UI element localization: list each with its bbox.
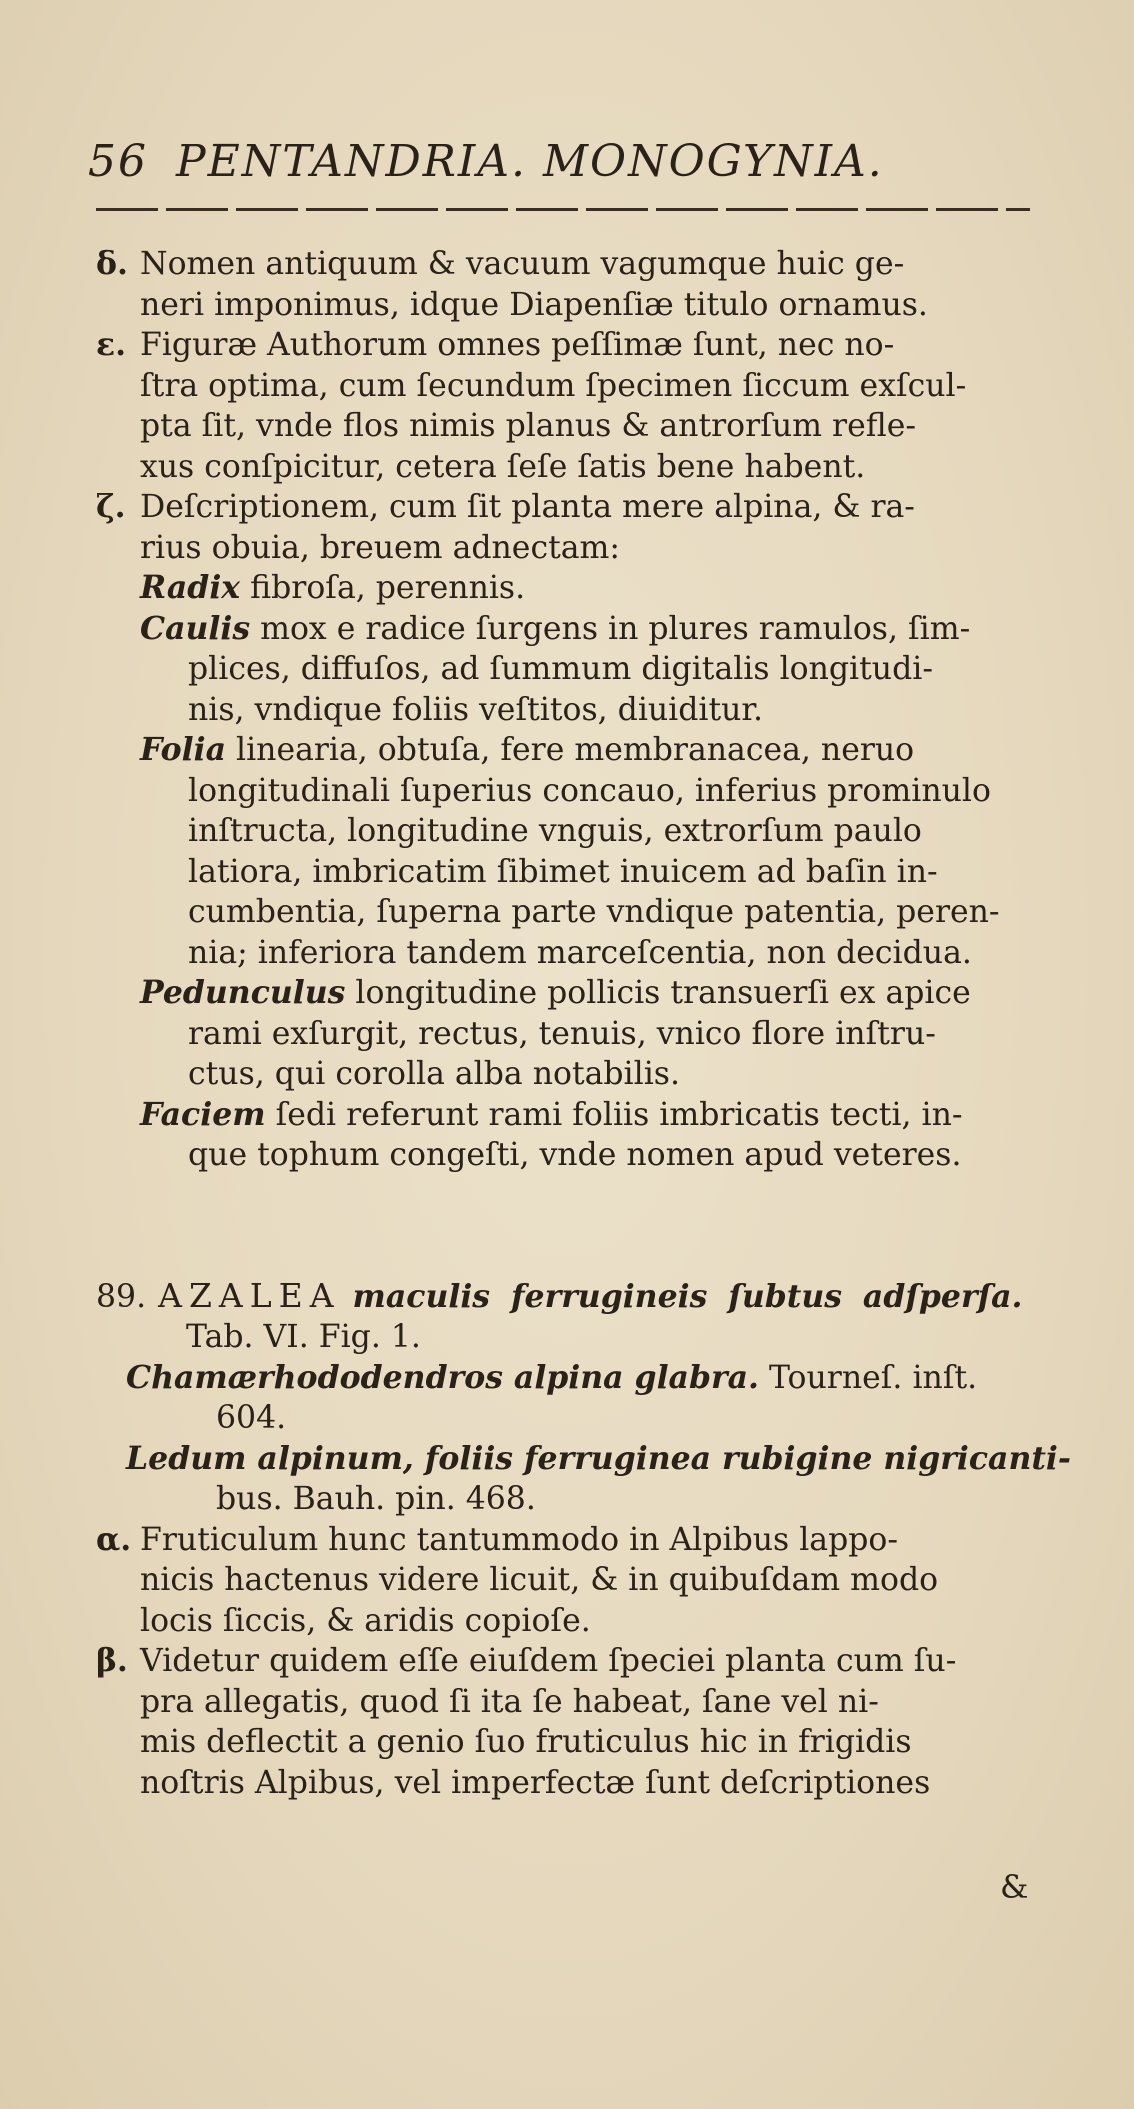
text-line: latiora, imbricatim ſibimet inuicem ad baſin in- [188,853,938,890]
note-delta [96,244,1036,325]
note-epsilon [96,325,1036,487]
text-line: ſtra optima, cum ſecundum ſpecimen ſiccum exſcul- [140,367,967,404]
synonym [96,1358,1036,1439]
note-marker: ζ. [96,488,126,525]
synonym-reference-cont: 604. [216,1400,287,1436]
text-line: linearia, obtuſa, fere membranacea, neruo [236,732,915,768]
species-entry-heading [96,1276,1036,1318]
running-title: PENTANDRIA. MONOGYNIA. [176,136,884,187]
text-line: que tophum congeſti, vnde nomen apud veteres. [188,1137,962,1173]
page-number: 56 [88,136,148,187]
synonym-name: Chamærhododendros alpina glabra. [126,1358,759,1396]
desc-heading: Faciem [140,1095,266,1133]
species-diagnosis: maculis ferrugineis ſubtus adſperſa. [352,1277,1023,1315]
text-line: inſtructa, longitudine vnguis, extrorſum paulo [188,813,922,849]
text-line: rami exſurgit, rectus, tenuis, vnico flore inſtru- [188,1015,936,1052]
note-marker: β. [96,1642,128,1679]
note-alpha [96,1520,1036,1642]
text-line: noſtris Alpibus, vel imperfectæ ſunt deſcriptiones [140,1764,931,1801]
genus-name: AZALEA [158,1275,341,1315]
text-line: Nomen antiquum & vacuum vagumque huic ge- [140,246,905,282]
entry-number: 89. [96,1278,147,1315]
plate-reference: Tab. VI. Fig. 1. [186,1319,421,1355]
note-marker: ε. [96,326,127,363]
page-body [96,244,1071,1803]
text-line: ſedi referunt rami foliis imbricatis tecti, in- [275,1096,963,1133]
text-line: cumbentia, ſuperna parte vndique patentia, peren- [188,894,1000,930]
desc-caulis [96,609,1036,731]
text-line: plices, diffuſos, ad ſummum digitalis longitudi- [188,651,933,687]
section-gap [96,1176,1036,1276]
desc-heading: Pedunculus [140,974,346,1011]
note-marker: δ. [96,245,128,282]
synonym-reference: Tourneſ. inſt. [768,1359,978,1396]
text-line: ctus, qui corolla alba notabilis. [188,1056,680,1092]
desc-radix [96,568,1036,609]
synonym [96,1439,1071,1520]
desc-heading: Folia [140,731,226,768]
text-line: Figuræ Authorum omnes peſſimæ ſunt, nec no- [140,327,895,363]
text-line: nia; inferiora tandem marceſcentia, non decidua. [188,934,972,971]
text-line: mox e radice ſurgens in plures ramulos, ſim- [260,610,971,647]
text-line: longitudinali ſuperius concauo, inferius prominulo [188,772,991,809]
text-line: locis ſiccis, & aridis copioſe. [140,1602,591,1639]
note-marker: α. [96,1520,132,1558]
text-line: Deſcriptionem, cum ſit planta mere alpina, & ra- [140,489,915,525]
text-line: mis deflectit a genio ſuo fruticulus hic in frigidis [140,1724,912,1760]
text-line: pta ſit, vnde flos nimis planus & antrorſum refle- [140,408,917,444]
header-rule [96,208,1030,211]
catchword: & [1000,1868,1029,1906]
running-header [88,136,884,187]
synonym-name: Ledum alpinum, foliis ferruginea rubigine nigricanti- [126,1439,1071,1477]
text-line: xus conſpicitur, cetera ſeſe ſatis bene habent. [140,448,866,485]
text-line: longitudine pollicis transuerſi ex apice [355,975,971,1011]
text-line: pra allegatis, quod ſi ita ſe habeat, ſane vel ni- [140,1683,879,1720]
text-line: fibroſa, perennis. [250,570,526,606]
desc-heading: Caulis [140,609,251,647]
text-line: nis, vndique foliis veſtitos, diuiditur. [188,691,764,728]
text-line: neri imponimus, idque Diapenſiæ titulo ornamus. [140,286,928,323]
desc-pedunculus [96,973,1036,1095]
desc-folia [96,730,1036,973]
text-line: Fruticulum hunc tantummodo in Alpibus lappo- [140,1521,898,1558]
synonym-reference-cont: bus. Bauh. pin. 468. [216,1481,536,1517]
desc-heading: Radix [140,569,241,606]
note-beta [96,1641,1036,1803]
text-line: rius obuia, breuem adnectam: [140,529,621,566]
desc-faciem [96,1095,1036,1176]
note-zeta [96,487,1036,568]
text-line: Videtur quidem eſſe eiuſdem ſpeciei planta cum ſu- [140,1643,957,1679]
text-line: nicis hactenus videre licuit, & in quibuſdam modo [140,1562,939,1598]
